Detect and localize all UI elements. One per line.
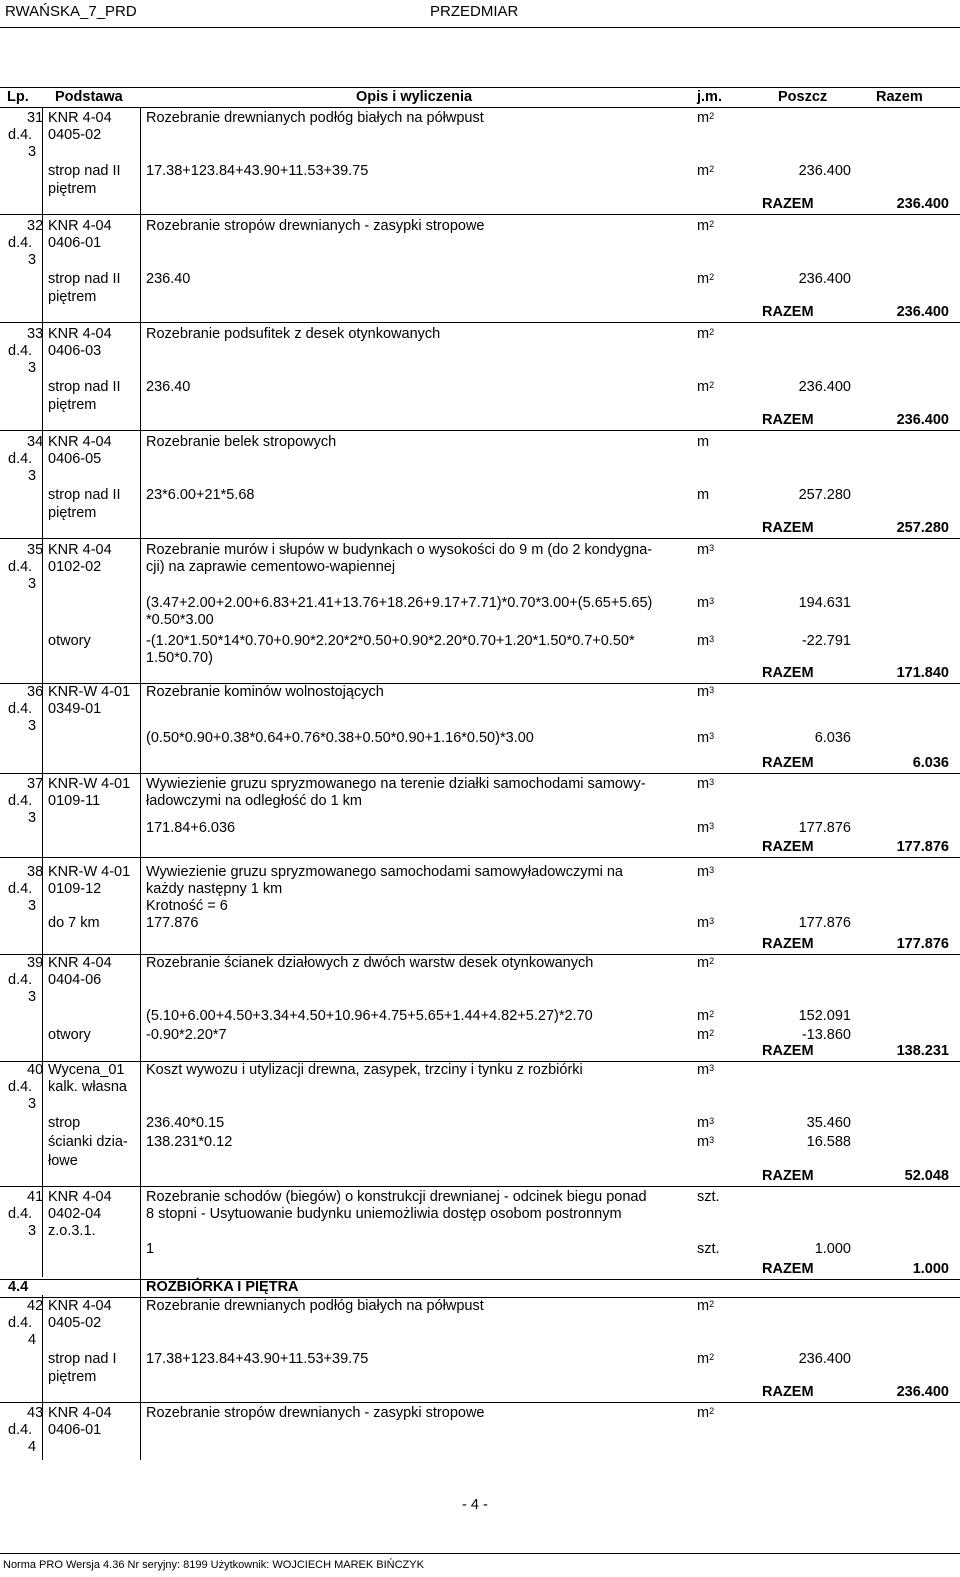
row-separator bbox=[0, 683, 960, 684]
row-calc-unit: $m^2$ bbox=[697, 1351, 715, 1367]
row-calculation: 236.40*0.15 bbox=[146, 1115, 225, 1131]
row-razem-value: 177.876 bbox=[896, 936, 949, 952]
row-description: Rozebranie murów i słupów w budynkach o wysokości do 9 m (do 2 kondygna- bbox=[146, 542, 653, 558]
row-razem-value: 257.280 bbox=[896, 520, 949, 536]
col-opis: Opis i wyliczenia bbox=[356, 89, 473, 105]
document-name: RWAŃSKA_7_PRD bbox=[5, 3, 137, 20]
row-description: Rozebranie stropów drewnianych - zasypki stropowe bbox=[146, 218, 485, 234]
row-number: 39 bbox=[27, 955, 44, 971]
row-sublabel: piętrem bbox=[48, 505, 97, 521]
row-podstawa: KNR-W 4-01 bbox=[48, 864, 131, 880]
row-separator bbox=[0, 1186, 960, 1187]
document-type: PRZEDMIAR bbox=[430, 3, 519, 20]
row-podstawa-code: 0109-12 bbox=[48, 881, 102, 897]
row-description: Rozebranie kominów wolnostojących bbox=[146, 684, 384, 700]
row-podstawa: KNR 4-04 bbox=[48, 110, 112, 126]
row-lp-d: d.4. bbox=[8, 793, 33, 809]
row-description: Rozebranie podsufitek z desek otynkowanych bbox=[146, 326, 441, 342]
row-poszcz-value: 1.000 bbox=[814, 1241, 851, 1257]
row-calculation-cont: *0.50*3.00 bbox=[146, 612, 214, 628]
row-poszcz-value: -22.791 bbox=[801, 633, 851, 649]
row-razem-label: RAZEM bbox=[762, 1168, 814, 1184]
row-lp-n: 3 bbox=[28, 718, 37, 734]
table-top-rule bbox=[0, 87, 960, 88]
row-razem-label: RAZEM bbox=[762, 936, 814, 952]
row-calculation: 17.38+123.84+43.90+11.53+39.75 bbox=[146, 1351, 369, 1367]
row-lp-n: 3 bbox=[28, 1096, 37, 1112]
row-podstawa: KNR 4-04 bbox=[48, 955, 112, 971]
row-calculation: 138.231*0.12 bbox=[146, 1134, 233, 1150]
row-poszcz-value: 236.400 bbox=[798, 379, 851, 395]
row-description: Rozebranie schodów (biegów) o konstrukcji drewnianej - odcinek biegu ponad bbox=[146, 1189, 647, 1205]
row-sublabel: piętrem bbox=[48, 289, 97, 305]
row-sublabel: piętrem bbox=[48, 397, 97, 413]
row-calc-unit: $m^3$ bbox=[697, 730, 715, 746]
row-unit: szt. bbox=[697, 1189, 720, 1205]
row-calc-unit: $m^2$ bbox=[697, 271, 715, 287]
row-number: 37 bbox=[27, 776, 44, 792]
row-razem-label: RAZEM bbox=[762, 1384, 814, 1400]
row-razem-value: 177.876 bbox=[896, 839, 949, 855]
row-sublabel: strop nad I bbox=[48, 1351, 117, 1367]
row-poszcz-value: 35.460 bbox=[806, 1115, 851, 1131]
row-calc-unit: $m^2$ bbox=[697, 163, 715, 179]
row-calculation: -0.90*2.20*7 bbox=[146, 1027, 227, 1043]
row-unit: $m^2$ bbox=[697, 110, 715, 126]
row-razem-value: 236.400 bbox=[896, 1384, 949, 1400]
row-calc-unit: $m^2$ bbox=[697, 1008, 715, 1024]
row-unit: m bbox=[697, 434, 710, 450]
row-lp-n: 4 bbox=[28, 1439, 37, 1455]
row-lp-n: 3 bbox=[28, 252, 37, 268]
row-podstawa: KNR-W 4-01 bbox=[48, 776, 131, 792]
row-description: Rozebranie ścianek działowych z dwóch warstw desek otynkowanych bbox=[146, 955, 594, 971]
row-podstawa-code: 0406-01 bbox=[48, 1422, 102, 1438]
row-razem-value: 236.400 bbox=[896, 304, 949, 320]
row-calc-unit: $m^3$ bbox=[697, 915, 715, 931]
col-lp: Lp. bbox=[7, 89, 29, 105]
row-sublabel: piętrem bbox=[48, 181, 97, 197]
row-poszcz-value: 16.588 bbox=[806, 1134, 851, 1150]
row-razem-label: RAZEM bbox=[762, 412, 814, 428]
row-lp-n: 3 bbox=[28, 576, 37, 592]
row-separator bbox=[0, 857, 960, 858]
row-description: Rozebranie drewnianych podłóg białych na półwpust bbox=[146, 1298, 484, 1314]
row-sublabel: otwory bbox=[48, 1027, 91, 1043]
row-razem-value: 236.400 bbox=[896, 412, 949, 428]
row-calc-unit: szt. bbox=[697, 1241, 720, 1257]
row-separator bbox=[0, 773, 960, 774]
row-poszcz-value: 194.631 bbox=[798, 595, 851, 611]
row-calc-unit: $m^3$ bbox=[697, 820, 715, 836]
section-number: 4.4 bbox=[8, 1279, 29, 1295]
row-sublabel: otwory bbox=[48, 633, 91, 649]
row-razem-label: RAZEM bbox=[762, 196, 814, 212]
row-unit: $m^3$ bbox=[697, 864, 715, 880]
row-razem-label: RAZEM bbox=[762, 665, 814, 681]
row-podstawa-extra: z.o.3.1. bbox=[48, 1223, 96, 1239]
row-razem-value: 1.000 bbox=[912, 1261, 949, 1277]
lp-column-line-2 bbox=[42, 1295, 43, 1460]
row-poszcz-value: 6.036 bbox=[814, 730, 851, 746]
row-description: Wywiezienie gruzu spryzmowanego samochodami samowyładowczymi na bbox=[146, 864, 623, 880]
row-podstawa: KNR 4-04 bbox=[48, 434, 112, 450]
row-unit: $m^2$ bbox=[697, 326, 715, 342]
row-sublabel: ścianki dzia- bbox=[48, 1134, 128, 1150]
row-poszcz-value: 236.400 bbox=[798, 1351, 851, 1367]
row-lp-n: 3 bbox=[28, 360, 37, 376]
row-sublabel: do 7 km bbox=[48, 915, 100, 931]
row-poszcz-value: -13.860 bbox=[801, 1027, 851, 1043]
row-lp-n: 3 bbox=[28, 1223, 37, 1239]
row-lp-n: 3 bbox=[28, 898, 37, 914]
row-razem-label: RAZEM bbox=[762, 304, 814, 320]
row-description: Wywiezienie gruzu spryzmowanego na terenie działki samochodami samowy- bbox=[146, 776, 646, 792]
row-lp-d: d.4. bbox=[8, 1315, 33, 1331]
table-header-rule bbox=[0, 107, 960, 108]
row-calculation: 177.876 bbox=[146, 915, 199, 931]
row-lp-d: d.4. bbox=[8, 235, 33, 251]
row-podstawa: Wycena_01 bbox=[48, 1062, 125, 1078]
row-razem-value: 6.036 bbox=[912, 755, 949, 771]
row-razem-label: RAZEM bbox=[762, 839, 814, 855]
row-lp-n: 3 bbox=[28, 989, 37, 1005]
row-number: 40 bbox=[27, 1062, 44, 1078]
row-podstawa: KNR 4-04 bbox=[48, 1405, 112, 1421]
row-calc-unit: $m^3$ bbox=[697, 633, 715, 649]
row-number: 43 bbox=[27, 1405, 44, 1421]
row-unit: $m^2$ bbox=[697, 1298, 715, 1314]
row-podstawa-code: 0109-11 bbox=[48, 793, 101, 809]
row-calculation: 171.84+6.036 bbox=[146, 820, 236, 836]
row-sublabel: strop nad II bbox=[48, 487, 121, 503]
row-lp-d: d.4. bbox=[8, 343, 33, 359]
row-description: Rozebranie belek stropowych bbox=[146, 434, 337, 450]
row-description-cont: każdy następny 1 km bbox=[146, 881, 283, 897]
row-poszcz-value: 257.280 bbox=[798, 487, 851, 503]
row-podstawa: KNR 4-04 bbox=[48, 218, 112, 234]
row-calculation-cont: 1.50*0.70) bbox=[146, 650, 213, 666]
row-lp-n: 3 bbox=[28, 468, 37, 484]
row-unit: $m^2$ bbox=[697, 955, 715, 971]
row-separator bbox=[0, 214, 960, 215]
row-separator bbox=[0, 430, 960, 431]
row-unit: $m^3$ bbox=[697, 1062, 715, 1078]
row-description: Rozebranie stropów drewnianych - zasypki stropowe bbox=[146, 1405, 485, 1421]
col-razem: Razem bbox=[876, 89, 923, 105]
footer-rule bbox=[0, 1553, 960, 1554]
row-calculation: -(1.20*1.50*14*0.70+0.90*2.20*2*0.50+0.90*2.20*0.70+1.20*1.50*0.7+0.50* bbox=[146, 633, 635, 649]
row-poszcz-value: 152.091 bbox=[798, 1008, 851, 1024]
row-lp-d: d.4. bbox=[8, 701, 33, 717]
row-number: 31 bbox=[27, 110, 44, 126]
row-lp-n: 4 bbox=[28, 1332, 37, 1348]
row-unit: $m^2$ bbox=[697, 1405, 715, 1421]
row-description: Koszt wywozu i utylizacji drewna, zasypek, trzciny i tynku z rozbiórki bbox=[146, 1062, 583, 1078]
row-number: 33 bbox=[27, 326, 44, 342]
row-lp-d: d.4. bbox=[8, 451, 33, 467]
row-number: 38 bbox=[27, 864, 44, 880]
col-poszcz: Poszcz bbox=[778, 89, 828, 105]
row-description-cont: ładowczymi na odległość do 1 km bbox=[146, 793, 362, 809]
header-rule bbox=[0, 27, 960, 28]
row-calculation: 17.38+123.84+43.90+11.53+39.75 bbox=[146, 163, 369, 179]
row-lp-d: d.4. bbox=[8, 127, 33, 143]
section-title: ROZBIÓRKA I PIĘTRA bbox=[146, 1279, 299, 1295]
row-poszcz-value: 177.876 bbox=[798, 820, 851, 836]
row-sublabel: piętrem bbox=[48, 1369, 97, 1385]
row-lp-d: d.4. bbox=[8, 1079, 33, 1095]
row-sublabel: strop bbox=[48, 1115, 81, 1131]
row-separator bbox=[0, 322, 960, 323]
row-podstawa: KNR 4-04 bbox=[48, 326, 112, 342]
footer-text: Norma PRO Wersja 4.36 Nr seryjny: 8199 Użytkownik: WOJCIECH MAREK BIŃCZYK bbox=[3, 1559, 424, 1571]
page-number: - 4 - bbox=[462, 1497, 488, 1513]
row-description-cont: 8 stopni - Usytuowanie budynku uniemożliwia dostęp osobom postronnym bbox=[146, 1206, 622, 1222]
row-lp-d: d.4. bbox=[8, 559, 33, 575]
row-number: 35 bbox=[27, 542, 44, 558]
row-podstawa: KNR-W 4-01 bbox=[48, 684, 131, 700]
row-podstawa-code: 0406-01 bbox=[48, 235, 102, 251]
podstawa-column-line bbox=[140, 107, 141, 1460]
row-calculation: 236.40 bbox=[146, 379, 191, 395]
row-lp-d: d.4. bbox=[8, 881, 33, 897]
row-lp-d: d.4. bbox=[8, 1206, 33, 1222]
row-sublabel: strop nad II bbox=[48, 271, 121, 287]
row-podstawa-code: 0402-04 bbox=[48, 1206, 102, 1222]
row-unit: $m^2$ bbox=[697, 218, 715, 234]
section-separator bbox=[0, 1297, 960, 1298]
row-unit: $m^3$ bbox=[697, 776, 715, 792]
row-calc-unit: $m^3$ bbox=[697, 595, 715, 611]
row-separator bbox=[0, 1279, 960, 1280]
row-razem-label: RAZEM bbox=[762, 1043, 814, 1059]
row-number: 42 bbox=[27, 1298, 44, 1314]
row-poszcz-value: 236.400 bbox=[798, 271, 851, 287]
row-number: 32 bbox=[27, 218, 44, 234]
row-podstawa-code: 0406-05 bbox=[48, 451, 102, 467]
row-calculation: (5.10+6.00+4.50+3.34+4.50+10.96+4.75+5.65+1.44+4.82+5.27)*2.70 bbox=[146, 1008, 593, 1024]
row-podstawa-code: 0349-01 bbox=[48, 701, 102, 717]
row-razem-value: 52.048 bbox=[904, 1168, 949, 1184]
row-razem-label: RAZEM bbox=[762, 1261, 814, 1277]
row-calc-unit: $m^2$ bbox=[697, 1027, 715, 1043]
row-lp-n: 3 bbox=[28, 810, 37, 826]
row-calc-unit: $m^3$ bbox=[697, 1134, 715, 1150]
row-razem-value: 236.400 bbox=[896, 196, 949, 212]
row-lp-n: 3 bbox=[28, 144, 37, 160]
row-number: 41 bbox=[27, 1189, 44, 1205]
col-jm: j.m. bbox=[697, 89, 722, 105]
row-calculation: 236.40 bbox=[146, 271, 191, 287]
row-calculation: (3.47+2.00+2.00+6.83+21.41+13.76+18.26+9.17+7.71)*0.70*3.00+(5.65+5.65) bbox=[146, 595, 653, 611]
col-podstawa: Podstawa bbox=[55, 89, 123, 105]
row-calc-unit: $m^3$ bbox=[697, 1115, 715, 1131]
row-sublabel: strop nad II bbox=[48, 163, 121, 179]
row-podstawa-code: 0405-02 bbox=[48, 1315, 102, 1331]
row-separator bbox=[0, 538, 960, 539]
row-poszcz-value: 177.876 bbox=[798, 915, 851, 931]
row-sublabel: strop nad II bbox=[48, 379, 121, 395]
row-calculation: 23*6.00+21*5.68 bbox=[146, 487, 255, 503]
row-sublabel: łowe bbox=[48, 1153, 78, 1169]
row-podstawa-code: 0406-03 bbox=[48, 343, 102, 359]
row-podstawa: KNR 4-04 bbox=[48, 1298, 112, 1314]
row-lp-d: d.4. bbox=[8, 972, 33, 988]
row-description-cont: cji) na zaprawie cementowo-wapiennej bbox=[146, 559, 396, 575]
row-poszcz-value: 236.400 bbox=[798, 163, 851, 179]
row-podstawa: KNR 4-04 bbox=[48, 1189, 112, 1205]
row-description-cont: Krotność = 6 bbox=[146, 898, 228, 914]
row-podstawa-code: 0404-06 bbox=[48, 972, 102, 988]
row-calculation: (0.50*0.90+0.38*0.64+0.76*0.38+0.50*0.90+1.16*0.50)*3.00 bbox=[146, 730, 534, 746]
row-separator bbox=[0, 1402, 960, 1403]
row-podstawa-code: 0102-02 bbox=[48, 559, 102, 575]
row-number: 34 bbox=[27, 434, 44, 450]
row-razem-label: RAZEM bbox=[762, 755, 814, 771]
row-calc-unit: m bbox=[697, 487, 710, 503]
row-lp-d: d.4. bbox=[8, 1422, 33, 1438]
row-razem-value: 138.231 bbox=[896, 1043, 949, 1059]
row-unit: $m^3$ bbox=[697, 684, 715, 700]
row-podstawa-code: 0405-02 bbox=[48, 127, 102, 143]
row-description: Rozebranie drewnianych podłóg białych na półwpust bbox=[146, 110, 484, 126]
row-calc-unit: $m^2$ bbox=[697, 379, 715, 395]
row-razem-value: 171.840 bbox=[896, 665, 949, 681]
row-podstawa-code: kalk. własna bbox=[48, 1079, 127, 1095]
row-podstawa: KNR 4-04 bbox=[48, 542, 112, 558]
row-unit: $m^3$ bbox=[697, 542, 715, 558]
row-razem-label: RAZEM bbox=[762, 520, 814, 536]
row-number: 36 bbox=[27, 684, 44, 700]
row-calculation: 1 bbox=[146, 1241, 155, 1257]
